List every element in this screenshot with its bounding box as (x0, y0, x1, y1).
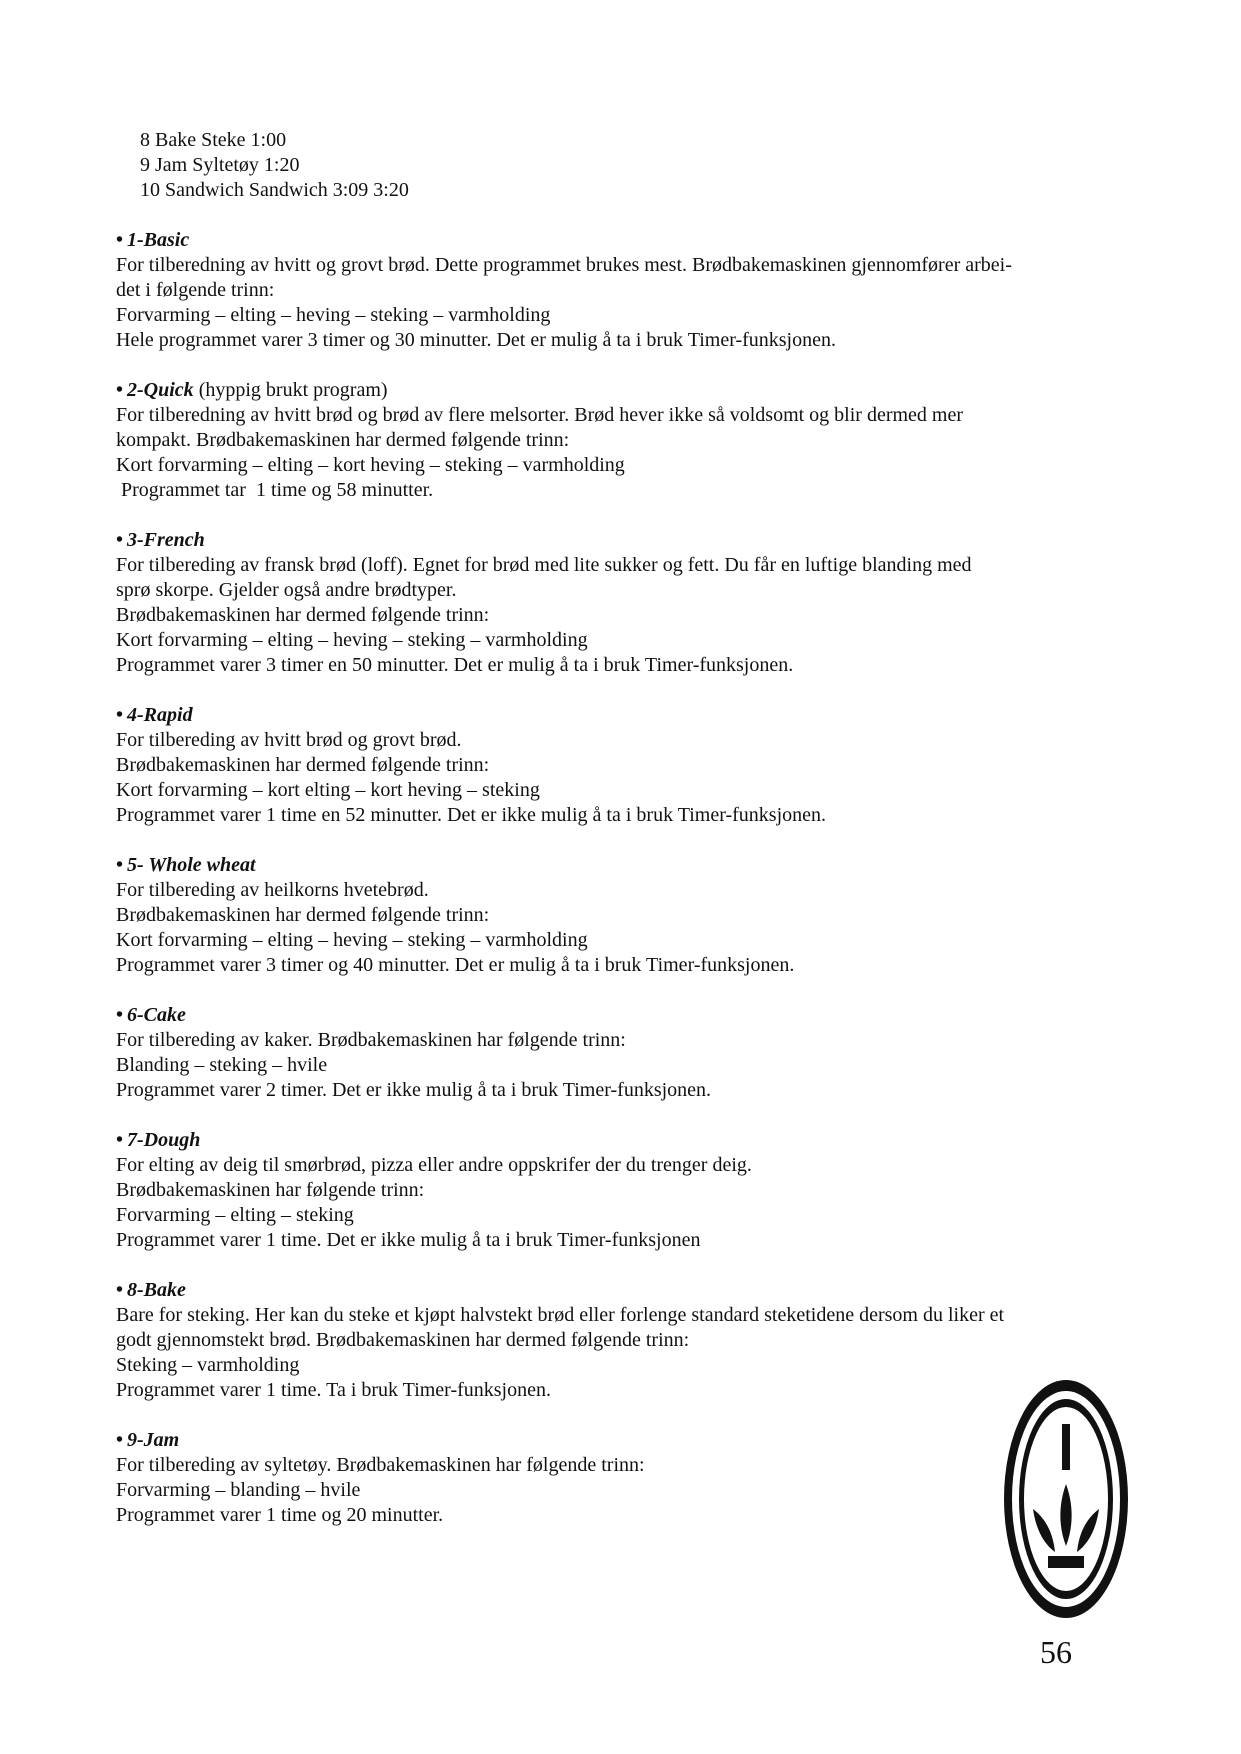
table-row: 10 Sandwich Sandwich 3:09 3:20 (140, 179, 409, 201)
section-text-line: Kort forvarming – kort elting – kort heving – steking (116, 779, 540, 801)
section-title: 4-Rapid (127, 704, 193, 726)
section-text-line: Brødbakemaskinen har dermed følgende trinn: (116, 604, 490, 626)
bullet-icon: • (116, 1004, 124, 1026)
section-text-line: For tilbereding av heilkorns hvetebrød. (116, 879, 429, 901)
section-heading (116, 1278, 1136, 1303)
program-section (116, 528, 1136, 678)
section-title: 9-Jam (127, 1429, 180, 1451)
section-text-line: kompakt. Brødbakemaskinen har dermed følgende trinn: (116, 429, 570, 451)
section-text-line: For tilberedning av hvitt brød og brød av flere melsorter. Brød hever ikke så voldsomt og blir dermed mer (116, 404, 964, 426)
section-text-line: Programmet varer 1 time og 20 minutter. (116, 1504, 444, 1526)
section-heading (116, 853, 1136, 878)
section-title: 2-Quick (127, 379, 194, 401)
section-heading (116, 528, 1136, 553)
brand-oval-logo-icon (1002, 1378, 1130, 1620)
page-number: 56 (1040, 1634, 1072, 1670)
bullet-icon: • (116, 1429, 124, 1451)
program-section (116, 703, 1136, 828)
table-row: 9 Jam Syltetøy 1:20 (140, 154, 300, 176)
section-title-note: (hyppig brukt program) (198, 379, 388, 401)
section-title: 3-French (127, 529, 205, 551)
section-text-line: Programmet varer 1 time en 52 minutter. Det er ikke mulig å ta i bruk Timer-funksjonen. (116, 804, 827, 826)
table-row: 8 Bake Steke 1:00 (140, 129, 287, 151)
section-heading (116, 1428, 1136, 1453)
section-text-line: Forvarming – blanding – hvile (116, 1479, 361, 1501)
section-text-line: Kort forvarming – elting – heving – steking – varmholding (116, 629, 588, 651)
section-text-line: Kort forvarming – elting – heving – steking – varmholding (116, 929, 588, 951)
program-section (116, 1428, 1136, 1528)
section-heading (116, 378, 1136, 403)
section-text-line: For tilbereding av syltetøy. Brødbakemaskinen har følgende trinn: (116, 1454, 645, 1476)
section-text-line: Brødbakemaskinen har følgende trinn: (116, 1179, 425, 1201)
program-section (116, 228, 1136, 353)
section-text-line: Forvarming – elting – heving – steking – varmholding (116, 304, 551, 326)
section-text-line: Programmet varer 1 time. Det er ikke mulig å ta i bruk Timer-funksjonen (116, 1229, 701, 1251)
bullet-icon: • (116, 529, 124, 551)
section-text-line: Hele programmet varer 3 timer og 30 minutter. Det er mulig å ta i bruk Timer-funksjonen. (116, 329, 836, 351)
section-heading (116, 228, 1136, 253)
section-text-line: sprø skorpe. Gjelder også andre brødtyper. (116, 579, 457, 601)
section-text-line: godt gjennomstekt brød. Brødbakemaskinen har dermed følgende trinn: (116, 1329, 690, 1351)
section-text-line: For tilberedning av hvitt og grovt brød. Dette programmet brukes mest. Brødbakemaskinen gjennomfører arbei- (116, 254, 1012, 276)
section-heading (116, 1003, 1136, 1028)
program-section (116, 378, 1136, 503)
section-text-line: Programmet varer 3 timer en 50 minutter. Det er mulig å ta i bruk Timer-funksjonen. (116, 654, 794, 676)
section-title: 6-Cake (127, 1004, 186, 1026)
bullet-icon: • (116, 1129, 124, 1151)
section-text-line: Brødbakemaskinen har dermed følgende trinn: (116, 754, 490, 776)
section-text-line: Programmet varer 2 timer. Det er ikke mulig å ta i bruk Timer-funksjonen. (116, 1079, 712, 1101)
bullet-icon: • (116, 1279, 124, 1301)
section-text-line: For tilbereding av fransk brød (loff). Egnet for brød med lite sukker og fett. Du får en luftige blanding med (116, 554, 972, 576)
program-descriptions (116, 228, 1136, 1553)
program-section (116, 1278, 1136, 1403)
section-heading (116, 703, 1136, 728)
section-title: 7-Dough (127, 1129, 201, 1151)
program-section (116, 853, 1136, 978)
section-title: 1-Basic (127, 229, 190, 251)
section-text-line: det i følgende trinn: (116, 279, 275, 301)
section-text-line: Bare for steking. Her kan du steke et kjøpt halvstekt brød eller forlenge standard steketidene dersom du liker et (116, 1304, 1005, 1326)
section-text-line: For tilbereding av hvitt brød og grovt brød. (116, 729, 462, 751)
section-title: 8-Bake (127, 1279, 186, 1301)
section-text-line: For tilbereding av kaker. Brødbakemaskinen har følgende trinn: (116, 1029, 626, 1051)
program-section (116, 1003, 1136, 1103)
section-heading (116, 1128, 1136, 1153)
bullet-icon: • (116, 854, 124, 876)
section-text-line: Forvarming – elting – steking (116, 1204, 354, 1226)
section-title: 5- Whole wheat (127, 854, 256, 876)
section-text-line: Brødbakemaskinen har dermed følgende trinn: (116, 904, 490, 926)
section-text-line: For elting av deig til smørbrød, pizza eller andre oppskrifer der du trenger deig. (116, 1154, 752, 1176)
section-text-line: Programmet varer 3 timer og 40 minutter. Det er mulig å ta i bruk Timer-funksjonen. (116, 954, 795, 976)
bullet-icon: • (116, 704, 124, 726)
section-text-line: Programmet varer 1 time. Ta i bruk Timer-funksjonen. (116, 1379, 551, 1401)
bullet-icon: • (116, 379, 124, 401)
bullet-icon: • (116, 229, 124, 251)
section-text-line: Programmet tar 1 time og 58 minutter. (116, 479, 434, 501)
section-text-line: Kort forvarming – elting – kort heving – steking – varmholding (116, 454, 625, 476)
section-text-line: Blanding – steking – hvile (116, 1054, 328, 1076)
program-time-table (140, 128, 409, 203)
program-section (116, 1128, 1136, 1253)
section-text-line: Steking – varmholding (116, 1354, 300, 1376)
